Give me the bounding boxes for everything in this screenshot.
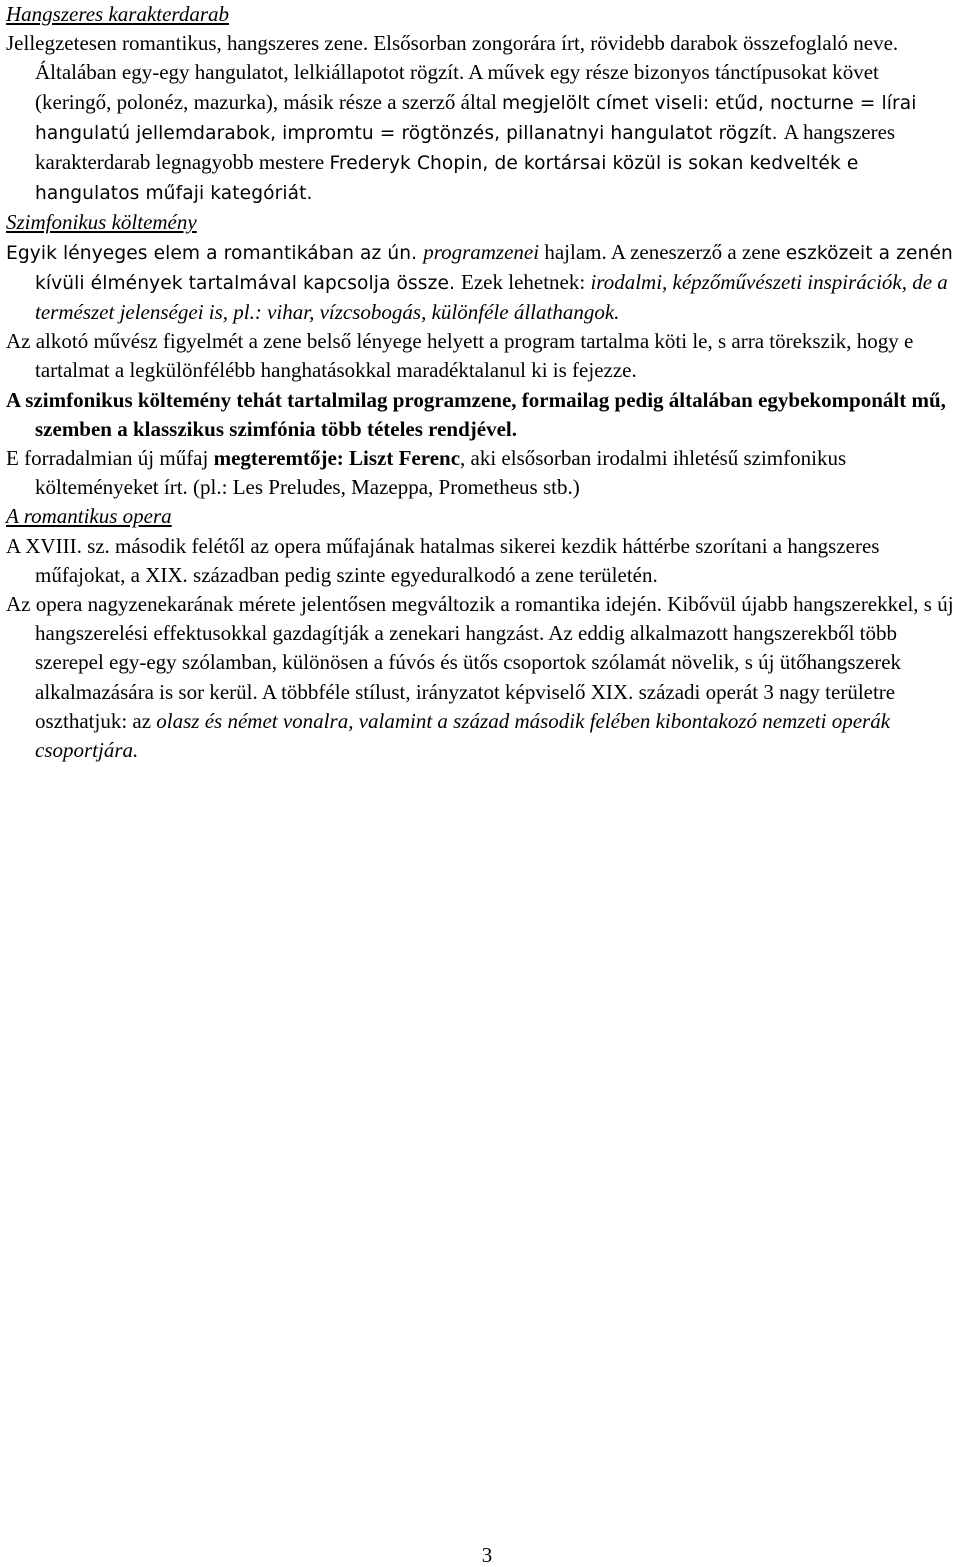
paragraph-liszt-ferenc bbox=[6, 444, 956, 502]
document-page bbox=[6, 0, 956, 765]
text-programzene-7: irodalmi, képzőművészeti inspirációk, de a természet jelenségei is, pl.: vihar, vízcsobogás, különféle állathangok. bbox=[35, 269, 948, 325]
text-liszt-1: E forradalmian új műfaj bbox=[6, 446, 214, 471]
paragraph-alkoto-muvesz: Az alkotó művész figyelmét a zene belső lényege helyett a program tartalma köti le, s arra törekszik, hogy e tartalmat a legkülönfélébb hanghatásokkal maradéktalanul ki is fejezze. bbox=[6, 329, 914, 383]
text-programzene-3: hajlam. bbox=[539, 239, 611, 264]
text-karakterdarab-1: Jellegzetesen romantikus, hangszeres zene. Elsősorban zongorára írt, rövidebb darabok összefoglaló neve. Általában egy-egy hangulatot, lelkiállapotot rögzít. A művek egy része bizonyos tánctípusokat követ (keringő, polonéz, mazurka), másik része a szerző által bbox=[6, 31, 899, 114]
text-karakterdarab-2: megjelölt címet viseli: etűd, nocturne = lírai hangulatú jellemdarabok, impromtu = rögtönzés, pillanatnyi hangulatot rögzít. bbox=[35, 92, 917, 144]
paragraph-opera-sikerei: A XVIII. sz. második felétől az opera műfajának hatalmas sikerei kezdik háttérbe szorítani a hangszeres műfajokat, a XIX. században pedig szinte egyeduralkodó a zene területén. bbox=[6, 533, 880, 587]
paragraph-szimfonikus-definicio: A szimfonikus költemény tehát tartalmilag programzene, formailag pedig általában egybekomponált mű, szemben a klasszikus szimfónia több tételes rendjével. bbox=[6, 387, 946, 441]
paragraph-programzene bbox=[6, 238, 956, 328]
text-liszt-2: megteremtője: Liszt Ferenc bbox=[213, 446, 461, 471]
heading-romantikus-opera: A romantikus opera bbox=[6, 504, 172, 529]
text-nagyzenekar-2: olasz és német vonalra, valamint a század második felében kibontakozó nemzeti operák csoportjára. bbox=[35, 708, 891, 763]
text-karakterdarab-3: A hangszeres karakterdarab legnagyobb mestere bbox=[35, 119, 896, 175]
text-programzene-5: eszközeit a zenén kívüli élmények tartalmával kapcsolja össze. bbox=[35, 242, 953, 294]
text-karakterdarab-4: Frederyk Chopin, de kortársai közül is sokan kedvelték e hangulatos műfaji kategóriát. bbox=[35, 153, 859, 205]
text-liszt-3: , aki elsősorban irodalmi ihletésű szimfonikus költeményeket írt. (pl.: Les Preludes, Mazeppa, Prometheus stb.) bbox=[35, 446, 847, 500]
paragraph-karakterdarab bbox=[6, 29, 956, 208]
heading-szimfonikus-koltemeny: Szimfonikus költemény bbox=[6, 210, 197, 235]
text-nagyzenekar-1: Az opera nagyzenekarának mérete jelentősen megváltozik a romantika idején. Kibővül újabb hangszerekkel, s új hangszerelési effektusokkal gazdagítják a zenekari hangzást. Az eddig alkalmazott hangszerekből több szerepel egy-egy szólamban, különösen a fúvós és ütős csoportok szólamát növelik, s új ütőhangszerek alkalmazására is sor kerül. A többféle stílust, irányzatot képviselő XIX. századi operát 3 nagy területre oszthatjuk: az bbox=[6, 592, 954, 733]
paragraph-opera-nagyzenekar bbox=[6, 590, 956, 765]
heading-hangszeres-karakterdarab: Hangszeres karakterdarab bbox=[6, 2, 230, 26]
text-programzene-2: programzenei bbox=[423, 239, 540, 264]
page-number: 3 bbox=[481, 1543, 493, 1567]
text-programzene-6: Ezek lehetnek: bbox=[461, 269, 591, 294]
text-programzene-1: Egyik lényeges elem a romantikában az ún. bbox=[6, 242, 424, 264]
text-programzene-4: A zeneszerző a zene bbox=[610, 239, 786, 264]
